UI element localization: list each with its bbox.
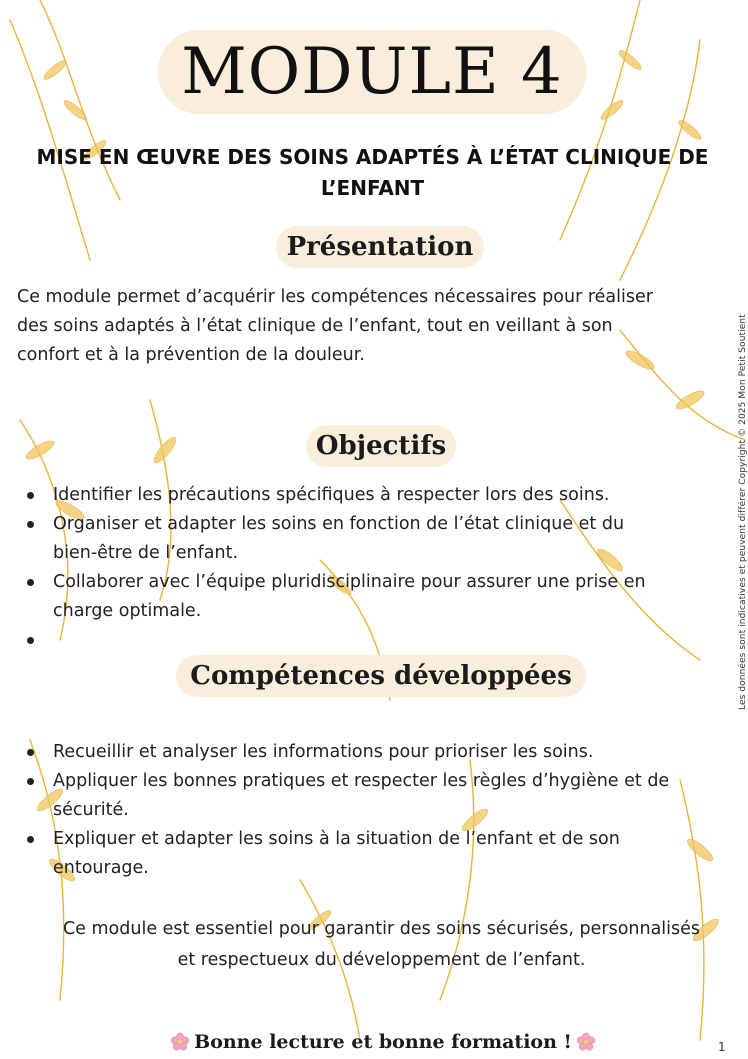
list-item: Identifier les précautions spécifiques à respecter lors des soins. bbox=[0, 481, 743, 510]
subtitle-line: MISE EN ŒUVRE DES SOINS ADAPTÉS À L’ÉTAT CLINIQUE DE bbox=[36, 145, 709, 169]
module-title-pill bbox=[158, 30, 586, 114]
list-item: Collaborer avec l’équipe pluridisciplinaire pour assurer une prise en charge optimale. bbox=[0, 568, 743, 626]
cherry-blossom-icon bbox=[170, 1032, 190, 1052]
cherry-blossom-icon bbox=[576, 1032, 596, 1052]
list-item: Recueillir et analyser les informations pour prioriser les soins. bbox=[0, 738, 743, 767]
list-item: Appliquer les bonnes pratiques et respecter les règles d’hygiène et de sécurité. bbox=[0, 767, 743, 825]
list-item-empty bbox=[0, 626, 743, 655]
presentation-line: confort et à la prévention de la douleur. bbox=[17, 345, 365, 365]
closing-text bbox=[18, 914, 745, 976]
presentation-text bbox=[17, 283, 717, 370]
module-title: MODULE 4 bbox=[181, 35, 563, 109]
copyright-side-note: Les données sont indicatives et peuvent différer Copyright © 2025 Mon Petit Soutient bbox=[738, 314, 748, 710]
list-item: Expliquer et adapter les soins à la situation de l’enfant et de son entourage. bbox=[0, 825, 743, 883]
module-subtitle bbox=[8, 142, 737, 204]
objectifs-list bbox=[0, 481, 743, 655]
competences-list bbox=[0, 738, 743, 883]
objectifs-heading: Objectifs bbox=[306, 425, 456, 467]
closing-line: Ce module est essentiel pour garantir des soins sécurisés, personnalisés bbox=[62, 919, 701, 939]
presentation-line: des soins adaptés à l’état clinique de l’enfant, tout en veillant à son bbox=[17, 316, 613, 336]
presentation-line: Ce module permet d’acquérir les compétences nécessaires pour réaliser bbox=[17, 287, 653, 307]
presentation-heading: Présentation bbox=[276, 226, 484, 268]
competences-heading: Compétences développées bbox=[176, 655, 586, 697]
subtitle-line: L’ENFANT bbox=[320, 176, 425, 200]
footer bbox=[158, 1031, 608, 1053]
page-number: 1 bbox=[718, 1040, 726, 1054]
list-item: Organiser et adapter les soins en fonction de l’état clinique et du bien-être de l’enfant. bbox=[0, 510, 743, 568]
footer-text: Bonne lecture et bonne formation ! bbox=[194, 1031, 572, 1053]
closing-line: et respectueux du développement de l’enfant. bbox=[177, 950, 586, 970]
